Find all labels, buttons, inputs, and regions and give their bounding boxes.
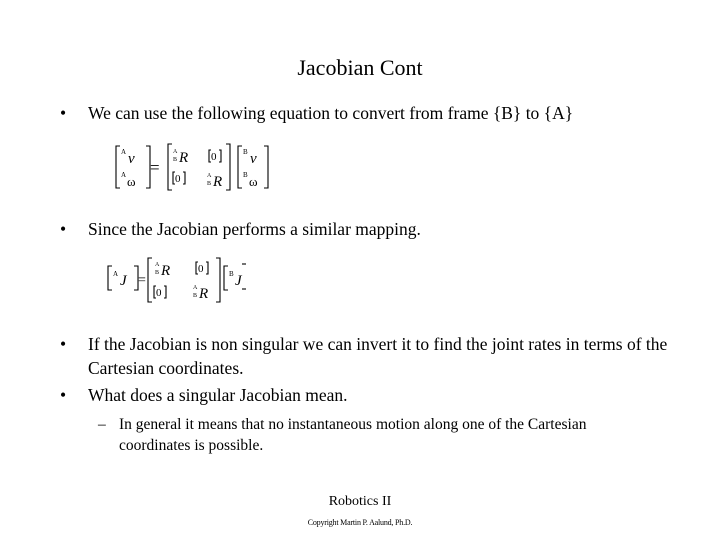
footer-copyright: Copyright Martin P. Aalund, Ph.D. <box>307 518 413 527</box>
rhs-symbol: J <box>235 273 242 289</box>
lhs-top-superscript: A <box>121 148 127 156</box>
rotation-bottom-superscript: A <box>207 173 212 179</box>
rotation-top-subscript: B <box>173 157 178 163</box>
rhs-bottom-superscript: B <box>243 171 248 179</box>
zero-bottom: 0 <box>156 287 162 299</box>
rotation-top-symbol: R <box>161 263 171 279</box>
bullet-icon: • <box>60 385 67 405</box>
rhs-bottom-symbol: ω <box>249 174 258 189</box>
equals-sign: = <box>138 273 146 288</box>
rotation-top-subscript: B <box>155 270 160 276</box>
bullet-icon: • <box>60 334 67 354</box>
rotation-bottom-superscript: A <box>193 285 198 291</box>
rotation-bottom-subscript: B <box>193 293 198 299</box>
bullet-icon: • <box>60 103 67 123</box>
bullet-text: Since the Jacobian performs a similar mapping. <box>88 219 421 239</box>
lhs-symbol: J <box>120 273 127 289</box>
rotation-top-symbol: R <box>179 150 189 166</box>
velocity-transform-equation <box>112 140 272 194</box>
bullet-text: What does a singular Jacobian mean. <box>88 385 348 405</box>
lhs-superscript: A <box>113 270 119 278</box>
footer-course: Robotics II <box>328 494 392 509</box>
bullet-text: If the Jacobian is non singular we can invert it to find the joint rates in terms of the Cartesian coordinates. <box>88 334 668 378</box>
bullet-text: We can use the following equation to convert from frame {B} to {A} <box>88 103 574 123</box>
lhs-bottom-symbol: ω <box>127 174 136 189</box>
rhs-superscript: B <box>229 270 234 278</box>
lhs-top-symbol: v <box>128 151 135 167</box>
bullet-icon: • <box>60 219 67 239</box>
rotation-top-superscript: A <box>173 149 178 155</box>
equals-sign: = <box>150 158 160 177</box>
rotation-top-superscript: A <box>155 262 160 268</box>
lhs-bottom-superscript: A <box>121 171 127 179</box>
jacobian-transform-equation <box>104 256 254 306</box>
zero-top: 0 <box>198 263 204 275</box>
rhs-top-superscript: B <box>243 148 248 156</box>
rotation-bottom-subscript: B <box>207 181 212 187</box>
rotation-bottom-symbol: R <box>213 174 223 190</box>
slide-title: Jacobian Cont <box>297 55 423 80</box>
dash-icon: – <box>98 416 106 433</box>
rhs-top-symbol: v <box>250 151 257 167</box>
zero-bottom: 0 <box>175 173 181 185</box>
zero-top: 0 <box>211 151 217 163</box>
sub-bullet-text: In general it means that no instantaneous motion along one of the Cartesian coordinates is possible. <box>119 416 587 454</box>
rotation-bottom-symbol: R <box>199 286 209 302</box>
